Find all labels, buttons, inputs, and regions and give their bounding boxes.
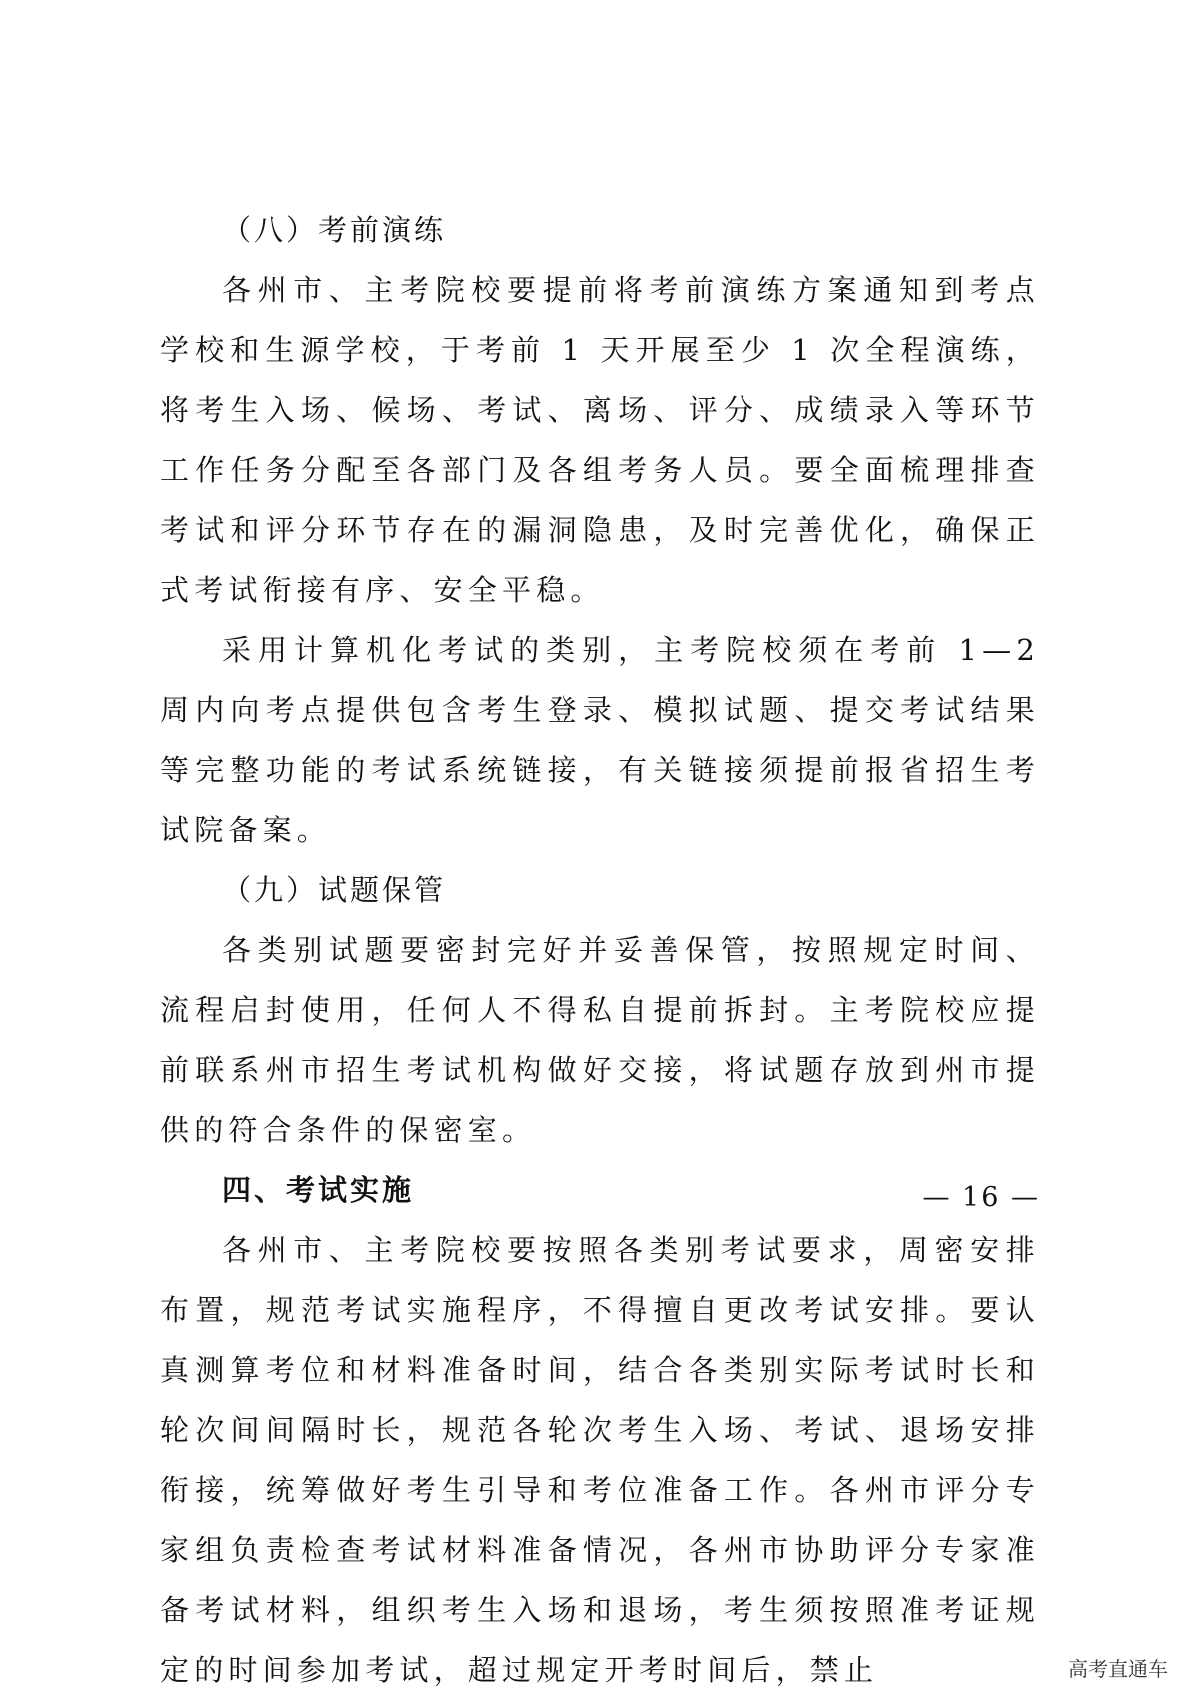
paragraph: 采用计算机化考试的类别，主考院校须在考前 1—2 周内向考点提供包含考生登录、模拟试题、提交考试结果等完整功能的考试系统链接，有关链接须提前报省招生考试院备案。 [160,633,1040,847]
paragraph: 各州市、主考院校要按照各类别考试要求，周密安排布置，规范考试实施程序，不得擅自更改考试安排。要认真测算考位和材料准备时间，结合各类别实际考试时长和轮次间间隔时长，规范各轮次考生入场、考试、退场安排衔接，统筹做好考生引导和考位准备工作。各州市评分专家组负责检查考试材料准备情况，各州市协助评分专家准备考试材料，组织考生入场和退场，考生须按照准考证规定的时间参加考试，超过规定开考时间后，禁止 [160,1233,1040,1687]
section-heading-9: （九）试题保管 [222,873,447,907]
part-heading-4: 四、考试实施 [222,1173,415,1207]
paragraph: 各类别试题要密封完好并妥善保管，按照规定时间、流程启封使用，任何人不得私自提前拆封。主考院校应提前联系州市招生考试机构做好交接，将试题存放到州市提供的符合条件的保密室。 [160,933,1040,1147]
page-number: — 16 — [922,1182,1040,1213]
paragraph: 各州市、主考院校要提前将考前演练方案通知到考点学校和生源学校，于考前 1 天开展至少 1 次全程演练，将考生入场、候场、考试、离场、评分、成绩录入等环节工作任务分配至各部门及各组考务人员。要全面梳理排查考试和评分环节存在的漏洞隐患，及时完善优化，确保正式考试衔接有序、安全平稳。 [160,273,1040,607]
section-heading-8: （八）考前演练 [222,213,447,247]
document-body [160,200,1040,1700]
watermark-text: 高考直通车 [1068,1657,1168,1681]
